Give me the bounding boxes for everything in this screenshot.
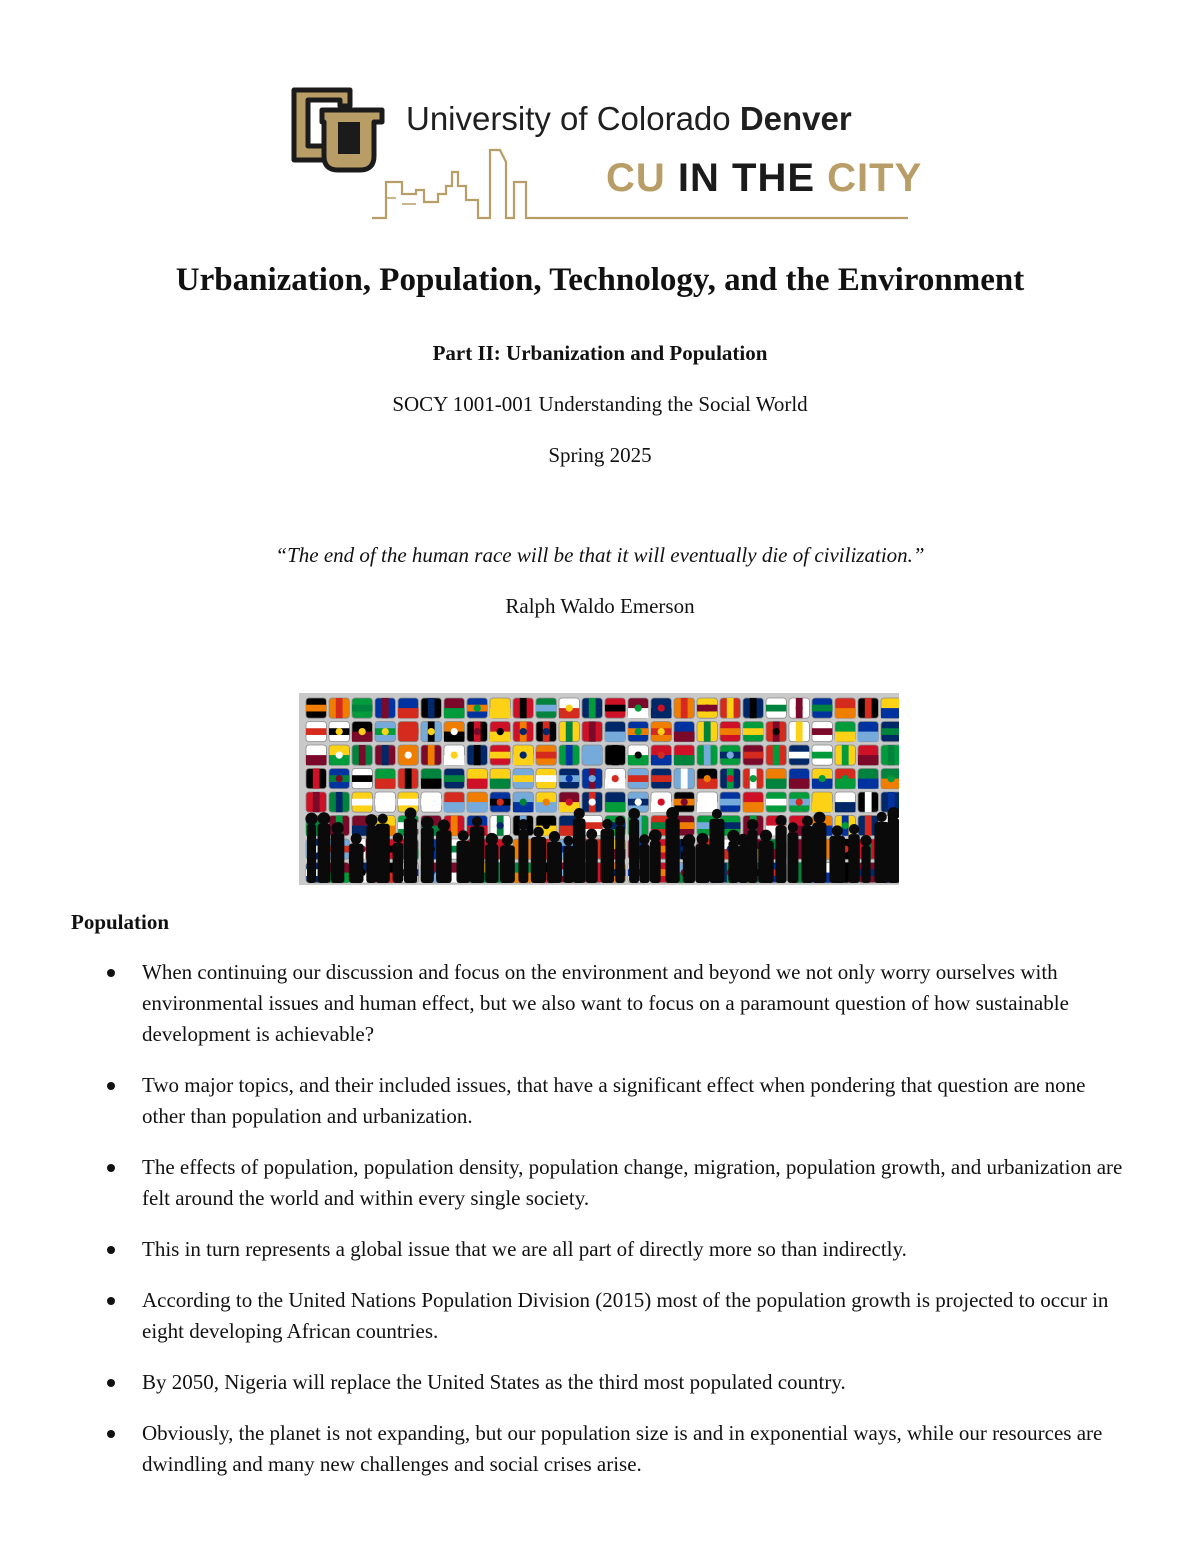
bullet-icon (107, 1082, 115, 1090)
bullet-text: Two major topics, and their included issues, that have a significant effect when pondering that question are none other than population and urbanization. (142, 1073, 1086, 1128)
flag-tile (720, 792, 740, 812)
flag-tile (789, 792, 809, 812)
flag-tile (513, 792, 533, 812)
term: Spring 2025 (548, 443, 652, 467)
flag-tile (513, 698, 533, 718)
flag-tile (766, 769, 786, 789)
bullet-icon (107, 1164, 115, 1172)
flag-tile (582, 722, 602, 742)
flag-tile (536, 745, 556, 765)
university-name (406, 100, 852, 138)
flag-tile (881, 745, 899, 765)
person-silhouette-icon (485, 833, 498, 883)
bullet-icon (107, 1379, 115, 1387)
flag-tile (812, 769, 832, 789)
list-item (0, 1285, 1200, 1347)
flag-tile (329, 745, 349, 765)
university-name-bold: Denver (739, 100, 852, 137)
flag-tile (812, 792, 832, 812)
flag-tile (536, 698, 556, 718)
flag-tile (536, 769, 556, 789)
flag-tile (582, 792, 602, 812)
flag-tile (352, 722, 372, 742)
person-silhouette-icon (305, 813, 317, 883)
university-logo (288, 86, 923, 226)
person-silhouette-icon (421, 816, 434, 883)
person-silhouette-icon (456, 830, 470, 883)
person-silhouette-icon (393, 833, 404, 883)
flag-tile (835, 745, 855, 765)
flag-tile (490, 698, 510, 718)
list-item (0, 1070, 1200, 1132)
flag-tile (375, 745, 395, 765)
flag-tile (835, 722, 855, 742)
flag-tile (513, 745, 533, 765)
flag-tile (674, 769, 694, 789)
course-name: SOCY 1001-001 Understanding the Social World (392, 392, 808, 416)
flag-tile (789, 722, 809, 742)
bullet-text: This in turn represents a global issue that we are all part of directly more so than indirectly. (142, 1237, 907, 1261)
flag-tile (605, 792, 625, 812)
flag-tile (352, 769, 372, 789)
flag-tile (858, 698, 878, 718)
flag-tile (329, 722, 349, 742)
flag-tile (444, 722, 464, 742)
flag-tile (490, 769, 510, 789)
flag-tile (697, 792, 717, 812)
tagline-in-the: IN THE (677, 156, 816, 200)
flag-tile (835, 698, 855, 718)
flag-tile (628, 722, 648, 742)
flag-tile (858, 792, 878, 812)
flag-tile (812, 722, 832, 742)
flag-tile (743, 769, 763, 789)
flag-tile (398, 745, 418, 765)
flag-tile (674, 698, 694, 718)
flag-tile (513, 722, 533, 742)
person-silhouette-icon (563, 836, 573, 883)
flag-tile (513, 769, 533, 789)
flag-tile (789, 698, 809, 718)
flag-tile (697, 722, 717, 742)
flag-tile (605, 769, 625, 789)
flag-tile (329, 769, 349, 789)
list-item (0, 1234, 1200, 1265)
flag-tile (674, 722, 694, 742)
quote: “The end of the human race will be that it will eventually die of civilization.” (275, 543, 925, 567)
flag-tile (789, 769, 809, 789)
flag-tile (559, 722, 579, 742)
person-silhouette-icon (586, 829, 598, 883)
person-silhouette-icon (874, 812, 889, 883)
flag-tile (444, 698, 464, 718)
flag-tile (743, 722, 763, 742)
flag-tile (881, 769, 899, 789)
bullet-icon (107, 1297, 115, 1305)
flag-tile (881, 698, 899, 718)
flag-tile (375, 722, 395, 742)
flag-tile (444, 792, 464, 812)
person-silhouette-icon (639, 834, 649, 883)
person-silhouette-icon (318, 812, 331, 883)
flag-tile (398, 722, 418, 742)
flag-tile (421, 745, 441, 765)
university-name-prefix: University of Colorado (406, 100, 731, 137)
flag-tile (398, 698, 418, 718)
flag-tile (375, 792, 395, 812)
tagline-cu: CU (606, 156, 666, 200)
person-silhouette-icon (860, 835, 871, 883)
flag-tile (490, 792, 510, 812)
person-silhouette-icon (683, 834, 695, 883)
logo-tagline (606, 156, 922, 201)
flag-tile (835, 792, 855, 812)
flag-tile (582, 698, 602, 718)
flag-tile (743, 745, 763, 765)
flag-tile (421, 769, 441, 789)
list-item (0, 1418, 1200, 1480)
flag-tile (858, 769, 878, 789)
flag-tile (605, 698, 625, 718)
person-silhouette-icon (747, 819, 758, 883)
flag-tile (306, 722, 326, 742)
person-silhouette-icon (758, 830, 774, 883)
flag-tile (628, 745, 648, 765)
flag-tile (766, 792, 786, 812)
flag-tile (651, 698, 671, 718)
flag-tile (720, 745, 740, 765)
flag-tile (881, 722, 899, 742)
person-silhouette-icon (331, 822, 344, 883)
flag-tile (329, 792, 349, 812)
flag-tile (559, 698, 579, 718)
person-silhouette-icon (404, 807, 418, 883)
bullet-text: The effects of population, population density, population change, migration, population growth, and urbanization are felt around the world and within every single society. (142, 1155, 1123, 1210)
flag-tile (812, 698, 832, 718)
bullet-text: When continuing our discussion and focus on the environment and beyond we not only worry ourselves with environmental issues and human effect, but we also want to focus on a paramount question of how sustainable development is achievable? (142, 960, 1069, 1046)
flag-tile (490, 722, 510, 742)
flag-tile (605, 745, 625, 765)
flag-tile (858, 745, 878, 765)
flag-tile (375, 769, 395, 789)
flag-tile (490, 816, 510, 836)
flag-tile (651, 745, 671, 765)
person-silhouette-icon (376, 814, 390, 883)
flag-tile (421, 792, 441, 812)
flag-tile (766, 698, 786, 718)
flag-tile (421, 698, 441, 718)
flag-tile (467, 745, 487, 765)
flag-tile (605, 722, 625, 742)
flag-tile (651, 722, 671, 742)
flag-tile (306, 745, 326, 765)
flag-tile (306, 769, 326, 789)
flag-tile (536, 792, 556, 812)
flag-tile (467, 722, 487, 742)
flag-tile (743, 698, 763, 718)
bullet-text: According to the United Nations Population Division (2015) most of the population growth is projected to occur in eight developing African countries. (142, 1288, 1109, 1343)
part-heading: Part II: Urbanization and Population (432, 341, 768, 365)
flag-tile (375, 698, 395, 718)
flag-tile (628, 769, 648, 789)
flag-tile (421, 722, 441, 742)
world-flags-crowd-image (299, 693, 899, 885)
bullet-icon (107, 969, 115, 977)
list-item (0, 1152, 1200, 1214)
flag-tile (674, 745, 694, 765)
flag-tile (697, 769, 717, 789)
flag-tile (467, 769, 487, 789)
flag-tile (398, 769, 418, 789)
person-silhouette-icon (649, 829, 662, 883)
person-silhouette-icon (695, 833, 709, 883)
flag-tile (812, 745, 832, 765)
flag-tile (352, 698, 372, 718)
bullet-text: By 2050, Nigeria will replace the United States as the third most populated country. (142, 1370, 846, 1394)
tagline-city: CITY (827, 156, 923, 200)
quote-author: Ralph Waldo Emerson (505, 594, 695, 618)
flag-tile (697, 698, 717, 718)
bullet-icon (107, 1430, 115, 1438)
flag-tile (720, 769, 740, 789)
flag-tile (651, 769, 671, 789)
flag-tile (559, 745, 579, 765)
document-title: Urbanization, Population, Technology, and the Environment (175, 262, 1025, 298)
flag-tile (789, 745, 809, 765)
list-item (0, 1367, 1200, 1398)
person-silhouette-icon (573, 808, 586, 883)
flag-tile (306, 698, 326, 718)
flag-tile (697, 745, 717, 765)
bullet-icon (107, 1246, 115, 1254)
flag-tile (444, 769, 464, 789)
person-silhouette-icon (349, 833, 364, 883)
bullet-list (0, 957, 1200, 1500)
person-silhouette-icon (709, 809, 724, 883)
flag-tile (352, 745, 372, 765)
flag-tile (467, 792, 487, 812)
section-heading: Population (71, 910, 170, 934)
flag-tile (352, 792, 372, 812)
flag-tile (766, 745, 786, 765)
flag-tile (490, 745, 510, 765)
flag-tile (306, 792, 326, 812)
flag-tile (559, 769, 579, 789)
flag-tile (467, 698, 487, 718)
flag-tile (536, 722, 556, 742)
bullet-text: Obviously, the planet is not expanding, but our population size is and in exponential ways, while our resources are dwindling and many new challenges and social crises arise. (142, 1421, 1103, 1476)
flag-tile (628, 698, 648, 718)
flag-tile (720, 698, 740, 718)
flag-tile (743, 792, 763, 812)
flag-tile (582, 769, 602, 789)
flag-tile (582, 745, 602, 765)
flag-tile (835, 769, 855, 789)
flag-tile (766, 722, 786, 742)
flag-tile (720, 722, 740, 742)
flag-tile (444, 745, 464, 765)
flag-tile (329, 698, 349, 718)
list-item (0, 957, 1200, 1050)
flag-tile (858, 722, 878, 742)
